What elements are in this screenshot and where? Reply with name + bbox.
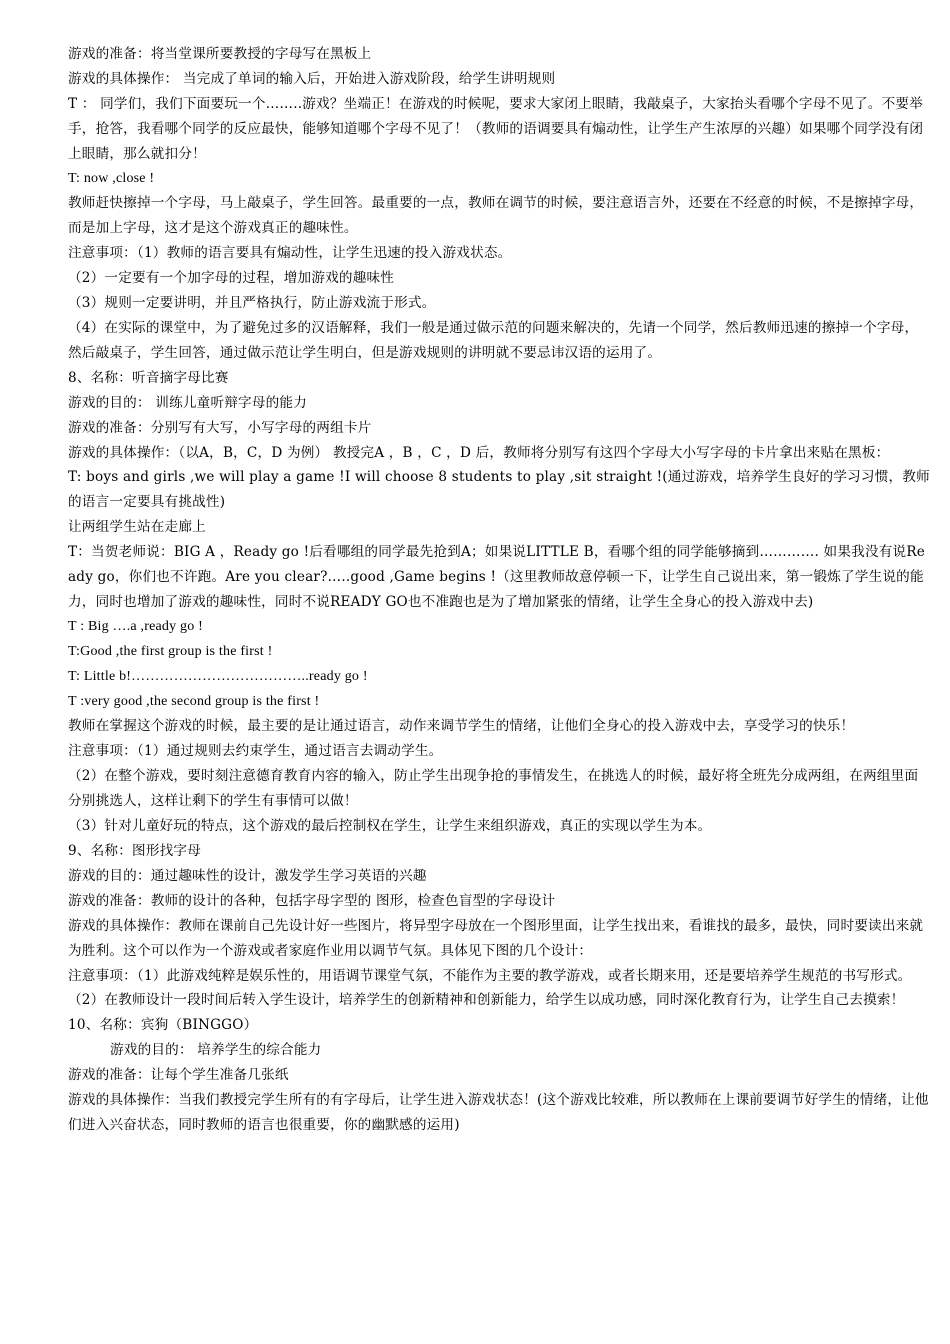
paragraph-game-preparation: 游戏的准备：分别写有大写，小写字母的两组卡片 bbox=[68, 419, 372, 436]
paragraph-teacher-dialogue: T：当贺老师说：BIG A ，Ready go !后看哪组的同学最先抢到A；如果说LITTLE B，看哪个组的同学能够摘到…………. 如果我没有说Ready go，你们也不许跑。Are you clear?…..good ,Game begins !（这里教师故意停顿一下，让学生自己说出来，第一锻炼了学生说的能力，同时也增加了游戏的趣味性，同时不说READY GO也不准跑也是为了增加紧张的情绪，让学生全身心的投入游戏中去) bbox=[68, 544, 925, 610]
paragraph-notes-3: （3）针对儿童好玩的特点，这个游戏的最后控制权在学生，让学生来组织游戏，真正的实现以学生为本。 bbox=[68, 818, 712, 835]
paragraph-game-preparation: 游戏的准备：让每个学生准备几张纸 bbox=[68, 1067, 289, 1084]
paragraph-teacher-line: T:Good ,the first group is the first ! bbox=[68, 643, 273, 659]
paragraph-notes-1: 注意事项：（1）通过规则去约束学生，通过语言去调动学生。 bbox=[68, 743, 443, 760]
paragraph-notes-1: 注意事项：（1）教师的语言要具有煽动性，让学生迅速的投入游戏状态。 bbox=[68, 245, 512, 262]
paragraph-notes-1: 注意事项：（1）此游戏纯粹是娱乐性的，用语调节课堂气氛，不能作为主要的教学游戏，或者长期来用，还是要培养学生规范的书写形式。 bbox=[68, 967, 912, 984]
paragraph-teacher-line: T :very good ,the second group is the first ! bbox=[68, 693, 320, 709]
paragraph-game-operation: 游戏的具体操作：当我们教授完学生所有的有字母后，让学生进入游戏状态！(这个游戏比较难，所以教师在上课前要调节好学生的情绪，让他们进入兴奋状态，同时教师的语言也很重要，你的幽默感的运用) bbox=[68, 1092, 929, 1133]
paragraph-notes-2: （2）在教师设计一段时间后转入学生设计，培养学生的创新精神和创新能力，给学生以成功感，同时深化教育行为，让学生自己去摸索！ bbox=[68, 992, 905, 1009]
paragraph-notes-2: （2）一定要有一个加字母的过程，增加游戏的趣味性 bbox=[68, 270, 395, 287]
paragraph-game-operation: 游戏的具体操作：教师在课前自己先设计好一些图片，将异型字母放在一个图形里面，让学生找出来，看谁找的最多，最快，同时要读出来就为胜利。这个可以作为一个游戏或者家庭作业用以调节气氛。具体见下图的几个设计： bbox=[68, 917, 924, 959]
section-heading-10: 10、名称：宾狗（BINGGO） bbox=[68, 1017, 258, 1034]
paragraph-notes-4: （4）在实际的课堂中，为了避免过多的汉语解释，我们一般是通过做示范的问题来解决的，先请一个同学，然后教师迅速的擦掉一个字母，然后敲桌子，学生回答，通过做示范让学生明白，但是游戏规则的讲明就不要忌讳汉语的运用了。 bbox=[68, 319, 919, 361]
paragraph-teacher-dialogue: T ： 同学们，我们下面要玩一个……..游戏？坐端正！在游戏的时候呢，要求大家闭上眼睛，我敲桌子，大家抬头看哪个字母不见了。不要举手，抢答，我看哪个同学的反应最快，能够知道哪个字母不见了！（教师的语调要具有煽动性，让学生产生浓厚的兴趣）如果哪个同学没有闭上眼睛，那么就扣分！ bbox=[68, 95, 924, 162]
paragraph-game-purpose: 游戏的目的： 培养学生的综合能力 bbox=[110, 1042, 322, 1059]
paragraph-game-preparation: 游戏的准备：将当堂课所要教授的字母写在黑板上 bbox=[68, 46, 372, 62]
paragraph-notes-2: （2）在整个游戏，要时刻注意德育教育内容的输入，防止学生出现争抢的事情发生，在挑选人的时候，最好将全班先分成两组，在两组里面分别挑选人，这样让剩下的学生有事情可以做！ bbox=[68, 768, 919, 810]
paragraph-game-preparation: 游戏的准备：教师的设计的各种，包括字母字型的 图形，检查色盲型的字母设计 bbox=[68, 892, 556, 909]
paragraph-game-purpose: 游戏的目的：通过趣味性的设计，激发学生学习英语的兴趣 bbox=[68, 867, 427, 884]
paragraph-teacher-line: T: Little b!………………………………..ready go ! bbox=[68, 668, 368, 684]
paragraph-teacher-line: T: now ,close ! bbox=[68, 170, 155, 186]
paragraph-explanation: 教师在掌握这个游戏的时候，最主要的是让通过语言，动作来调节学生的情绪，让他们全身心的投入游戏中去，享受学习的快乐！ bbox=[68, 718, 855, 735]
document-body bbox=[68, 42, 930, 1138]
paragraph-teacher-dialogue: T: boys and girls ,we will play a game !I will choose 8 students to play ,sit straight !(通过游戏，培养学生良好的学习习惯，教师的语言一定要具有挑战性) bbox=[68, 469, 930, 511]
paragraph-game-purpose: 游戏的目的： 训练儿童听辩字母的能力 bbox=[68, 394, 308, 411]
paragraph-notes-3: （3）规则一定要讲明，并且严格执行，防止游戏流于形式。 bbox=[68, 295, 436, 312]
paragraph-game-operation: 游戏的具体操作： 当完成了单词的输入后，开始进入游戏阶段，给学生讲明规则 bbox=[68, 70, 556, 87]
paragraph-instruction: 让两组学生站在走廊上 bbox=[68, 519, 206, 536]
paragraph-teacher-line: T : Big ….a ,ready go ! bbox=[68, 618, 203, 634]
section-heading-9: 9、名称：图形找字母 bbox=[68, 843, 201, 859]
paragraph-explanation: 教师赶快擦掉一个字母，马上敲桌子，学生回答。最重要的一点，教师在调节的时候，要注意语言外，还要在不经意的时候，不是擦掉字母，而是加上字母，这才是这个游戏真正的趣味性。 bbox=[68, 195, 924, 237]
paragraph-game-operation: 游戏的具体操作：（以A，B，C，D 为例） 教授完A ，B ，C ，D 后，教师将分别写有这四个字母大小写字母的卡片拿出来贴在黑板： bbox=[68, 444, 890, 461]
section-heading-8: 8、名称：听音摘字母比赛 bbox=[68, 369, 229, 386]
